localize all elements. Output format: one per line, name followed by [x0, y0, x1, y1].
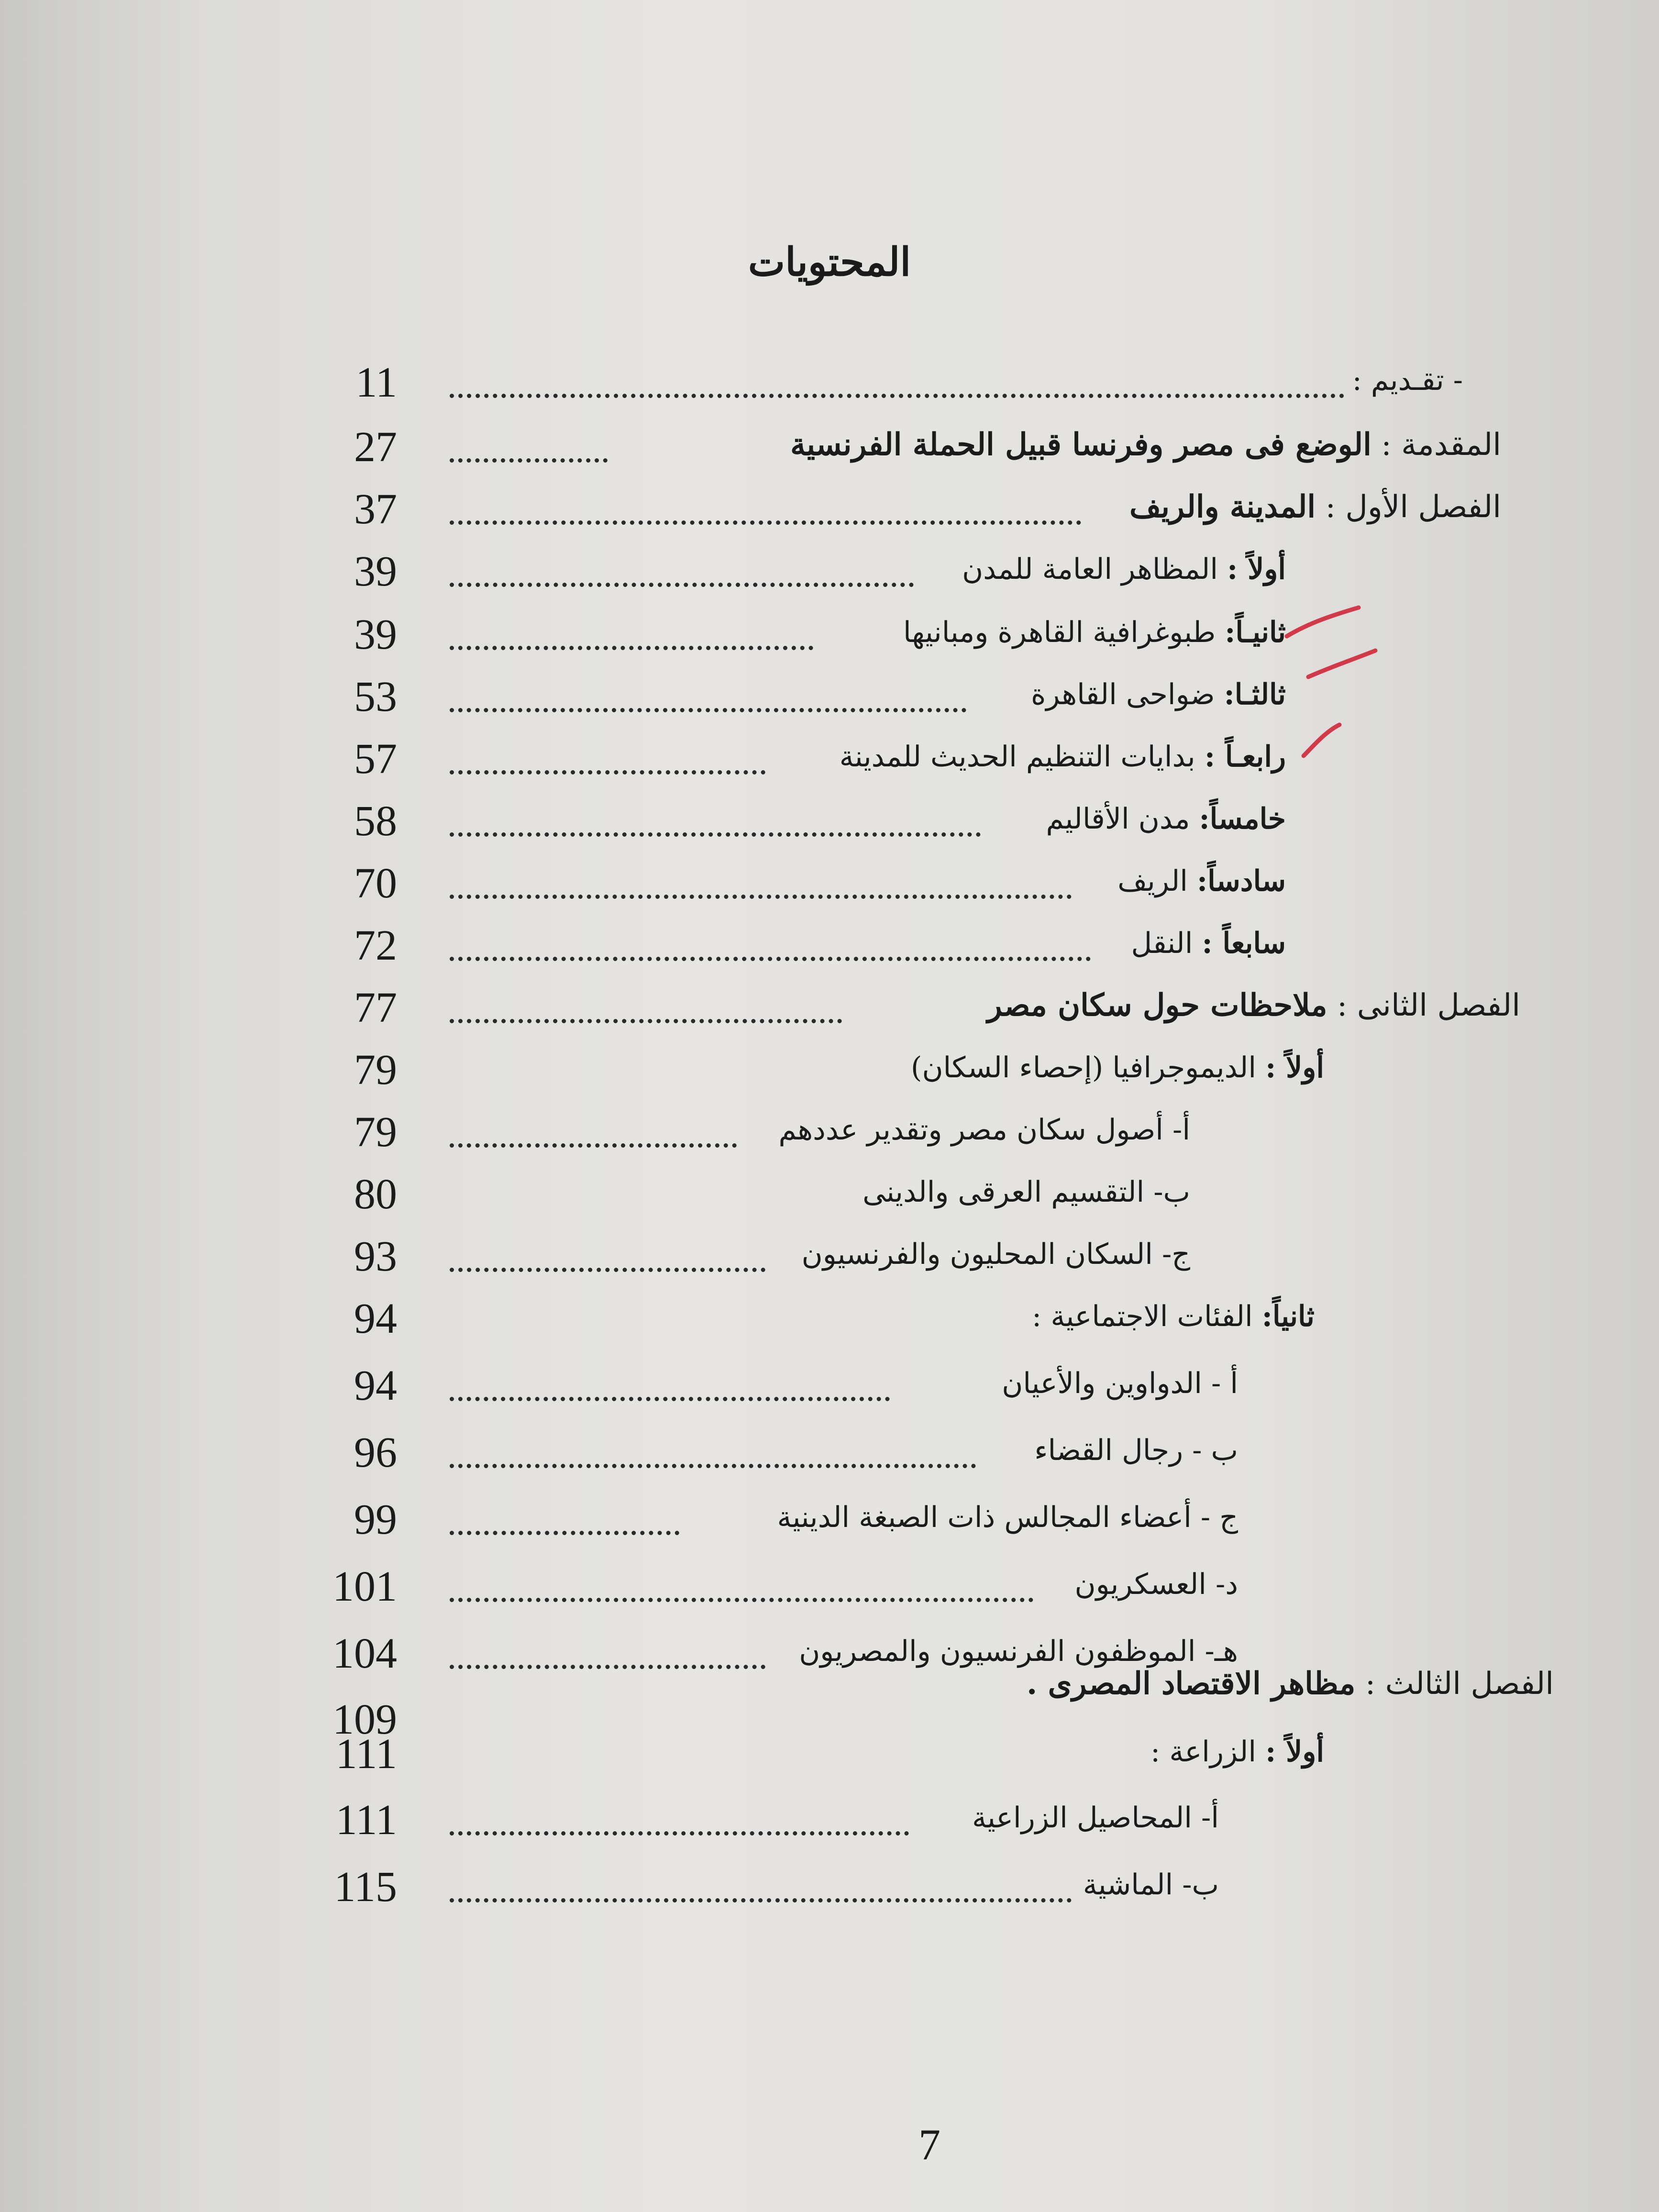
entry-label: - تقـديم : [1352, 364, 1463, 397]
entry-title: الوضع فى مصر وفرنسا قبيل الحملة الفرنسية [790, 427, 1371, 463]
entry-label: د- العسكريون [1074, 1568, 1238, 1601]
entry-label: أ- المحاصيل الزراعية [972, 1801, 1219, 1835]
entry-title: المظاهر العامة للمدن [962, 553, 1218, 586]
entry-prefix: سادساً: [1197, 864, 1286, 898]
page-number: 101 [332, 1563, 397, 1610]
entry-label: ج - أعضاء المجالس ذات الصبغة الدينية [777, 1501, 1238, 1534]
page-title: المحتويات [748, 239, 911, 285]
entry-title: ضواحى القاهرة [1030, 678, 1215, 711]
page-number: 53 [354, 673, 397, 720]
entry-label: ب- الماشية [1083, 1868, 1219, 1902]
page-number: 94 [354, 1362, 397, 1409]
entry-label: هـ- الموظفون الفرنسيون والمصريون [799, 1635, 1238, 1668]
page-number: 115 [334, 1863, 397, 1911]
entry-prefix: رابعـاً : [1204, 740, 1286, 774]
entry-prefix: ثانياً: [1261, 1300, 1315, 1333]
page-number: 96 [354, 1429, 397, 1476]
page-number: 77 [354, 984, 397, 1031]
entry-prefix: ثانيـاً: [1225, 616, 1286, 649]
page-number: 79 [354, 1108, 397, 1156]
folio-number: 7 [918, 2120, 940, 2169]
entry-title: المدينة والريف [1129, 489, 1316, 525]
entry-label: أ - الدواوين والأعيان [1002, 1367, 1238, 1400]
page-number: 93 [354, 1233, 397, 1280]
entry-label: أ- أصول سكان مصر وتقدير عددهم [778, 1113, 1190, 1147]
page-number: 58 [354, 797, 397, 845]
entry-title: الديموجرافيا (إحصاء السكان) [911, 1051, 1257, 1084]
page-number: 72 [354, 922, 397, 969]
entry-label: ج- السكان المحليون والفرنسيون [801, 1238, 1190, 1271]
pen-tick-icon [1308, 651, 1375, 677]
entry-label: ب- التقسيم العرقى والدينى [863, 1175, 1190, 1209]
page-number: 111 [335, 1730, 397, 1778]
entry-prefix: الفصل الثالث : [1365, 1666, 1554, 1702]
page-number: 99 [354, 1496, 397, 1543]
entry-prefix: خامساً: [1199, 802, 1286, 836]
entry-prefix: الفصل الأول : [1325, 489, 1501, 525]
entry-title: بدايات التنظيم الحديث للمدينة [839, 740, 1195, 774]
entry-title: الريف [1117, 864, 1188, 898]
page-number: 37 [354, 486, 397, 533]
entry-title: الفئات الاجتماعية : [1032, 1300, 1253, 1333]
entry-title: مدن الأقاليم [1046, 802, 1190, 836]
entry-title: الزراعة : [1150, 1735, 1257, 1769]
entry-title: النقل [1131, 927, 1193, 960]
page-number: 39 [354, 548, 397, 595]
page-number: 11 [355, 359, 397, 406]
page-number: 27 [354, 423, 397, 471]
page-number: 79 [354, 1046, 397, 1094]
entry-title: ملاحظات حول سكان مصر [987, 987, 1327, 1023]
entry-prefix: أولاً : [1227, 553, 1286, 586]
page-number: 57 [354, 735, 397, 783]
pen-tick-icon [1304, 725, 1339, 756]
entry-prefix: المقدمة : [1381, 427, 1501, 463]
page-number: 111 [335, 1796, 397, 1844]
page-number: 80 [354, 1171, 397, 1218]
pen-tick-icon [1287, 608, 1359, 636]
page-number: 39 [354, 611, 397, 658]
entry-title: طبوغرافية القاهرة ومبانيها [903, 616, 1216, 649]
page-number: 104 [332, 1630, 397, 1677]
page-number: 94 [354, 1295, 397, 1342]
entry-prefix: ثالثـا: [1224, 678, 1286, 711]
page-number: 70 [354, 860, 397, 907]
entry-prefix: أولاً : [1265, 1051, 1324, 1084]
entry-label: ب - رجال القضاء [1034, 1434, 1238, 1467]
entry-title: مظاهر الاقتصاد المصرى . [1027, 1666, 1356, 1702]
entry-prefix: سابعاً : [1202, 927, 1286, 960]
page-number: 109 [332, 1696, 397, 1743]
entry-prefix: أولاً : [1265, 1735, 1324, 1769]
entry-prefix: الفصل الثانى : [1337, 988, 1520, 1023]
